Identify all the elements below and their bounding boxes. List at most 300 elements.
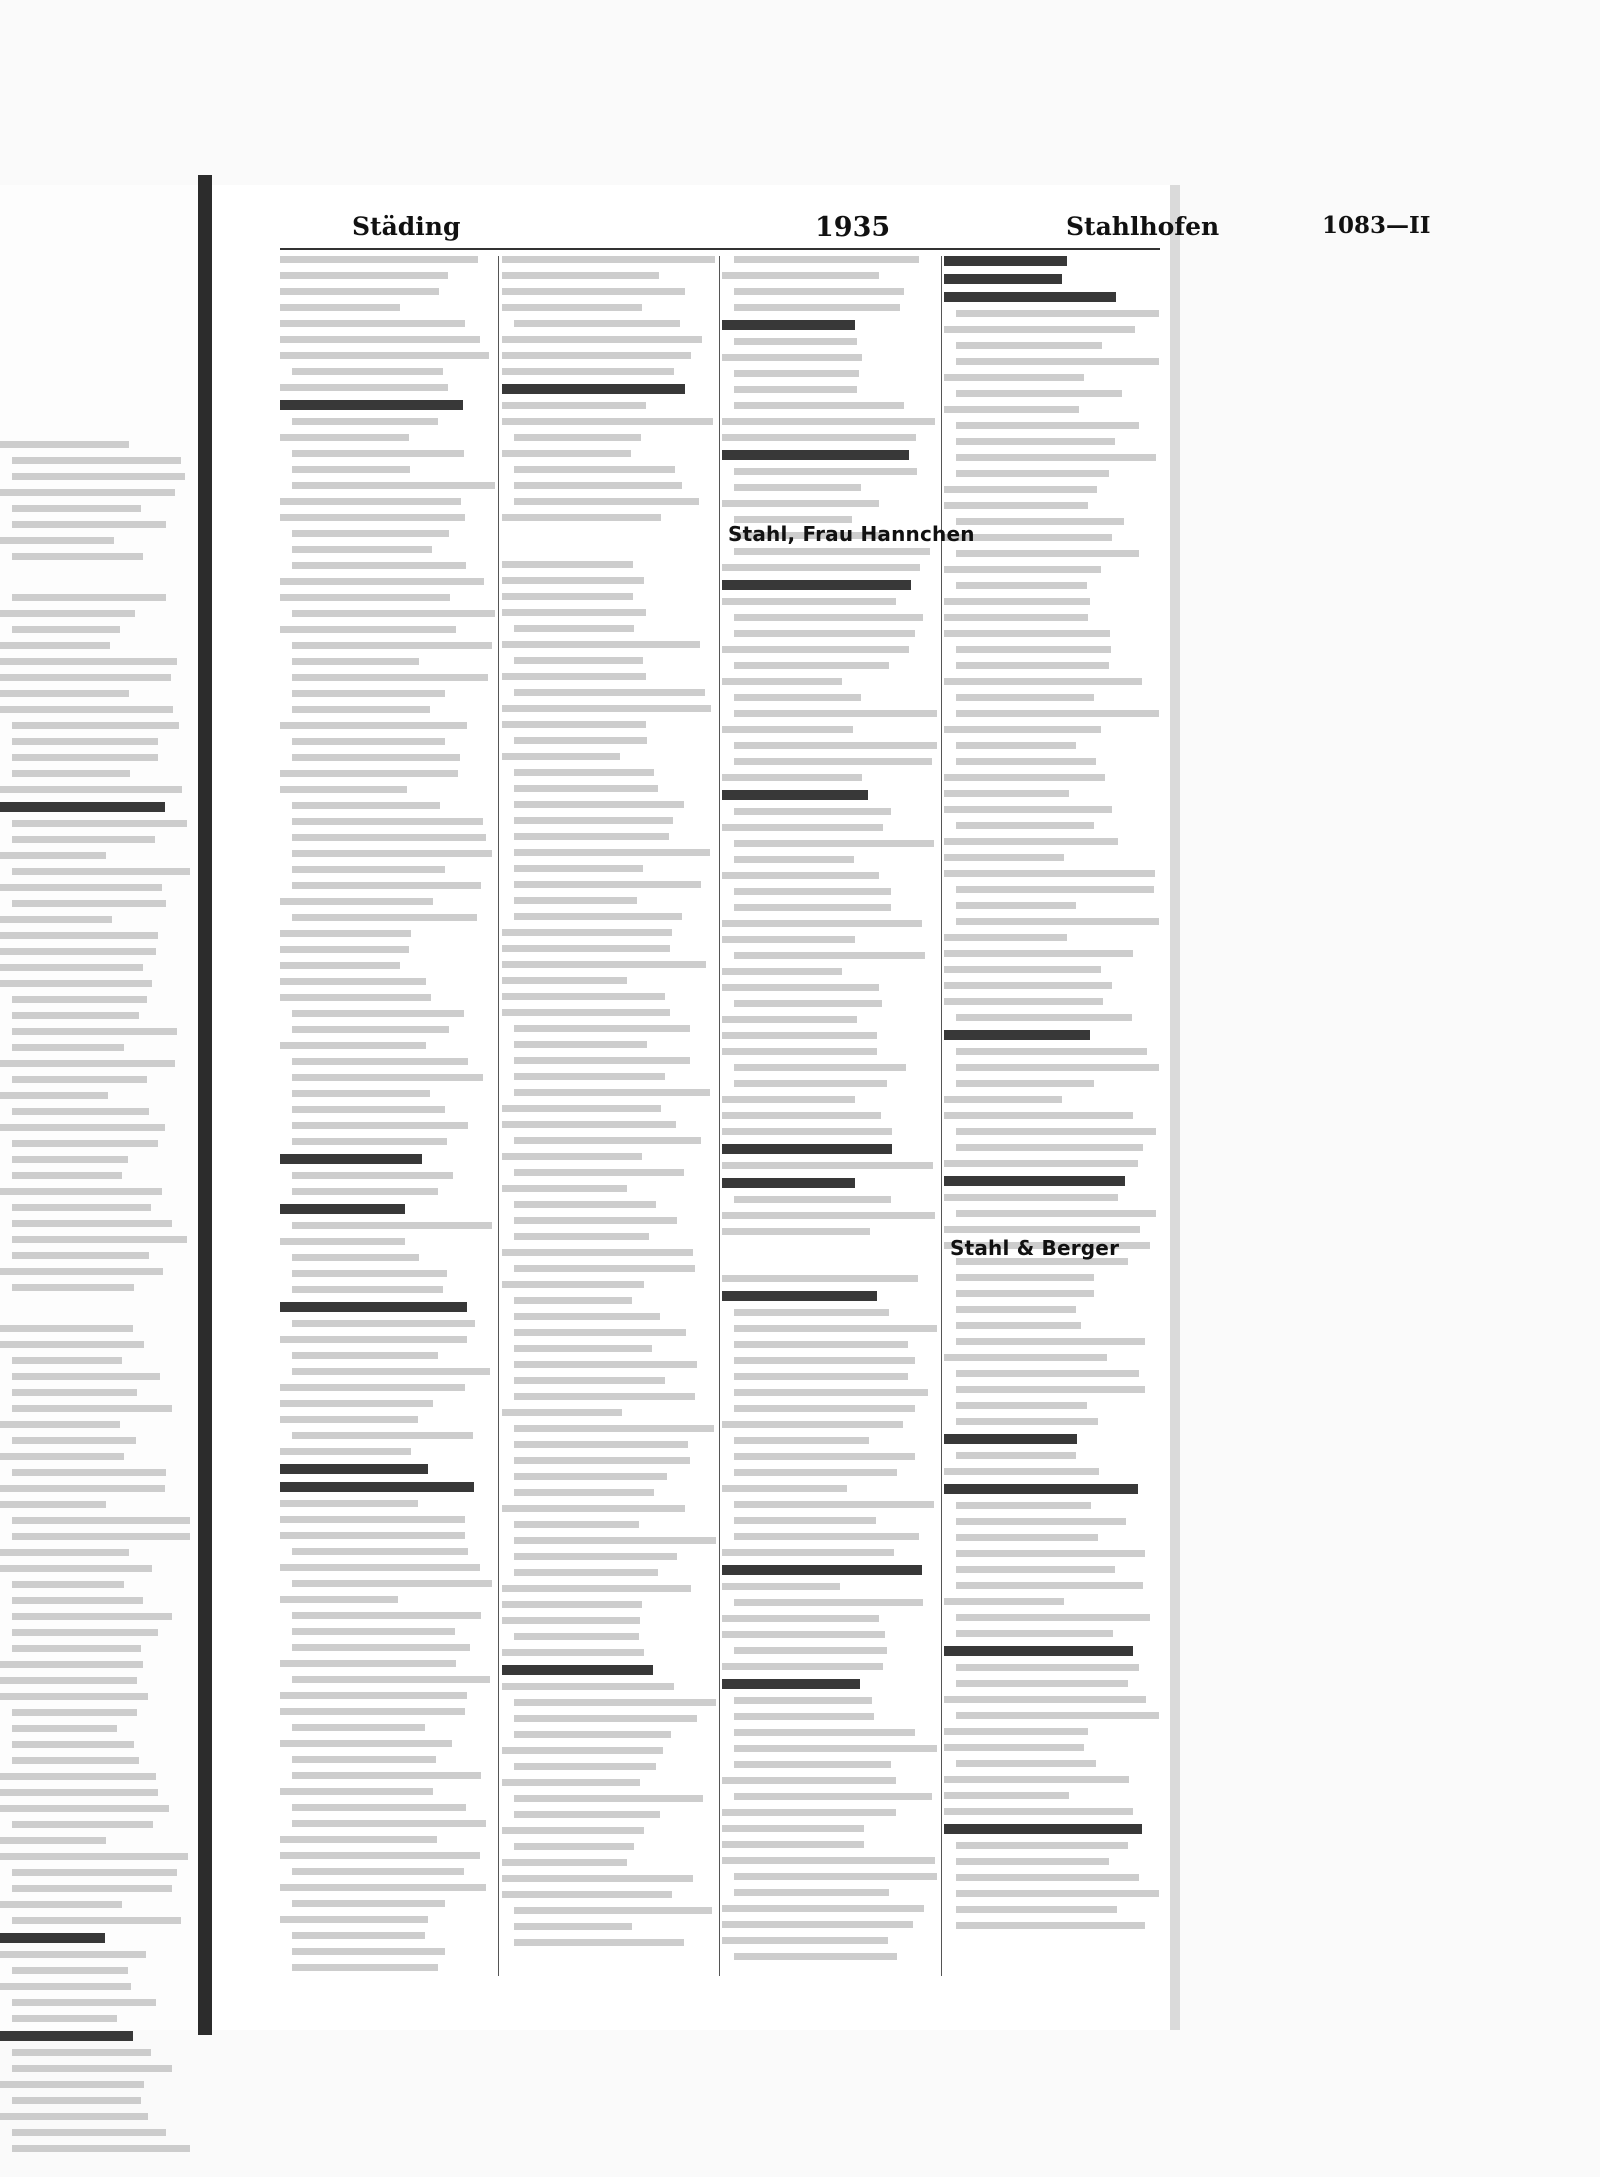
- illegible-text-line: [502, 288, 685, 295]
- illegible-text-line: [734, 614, 923, 621]
- illegible-text-line: [12, 1012, 139, 1019]
- illegible-text-line: [502, 418, 713, 425]
- illegible-text-line: [292, 546, 432, 553]
- illegible-text-line: [0, 964, 143, 971]
- illegible-text-line: [722, 272, 879, 279]
- illegible-text-line: [292, 466, 410, 473]
- illegible-text-line: [502, 561, 633, 568]
- illegible-text-line: [514, 881, 701, 888]
- illegible-text-line: [12, 1357, 122, 1364]
- illegible-text-line: [292, 1932, 425, 1939]
- illegible-text-line: [0, 948, 156, 955]
- illegible-text-line: [292, 1222, 492, 1229]
- illegible-text-line: [956, 422, 1139, 429]
- illegible-text-line: [514, 1569, 658, 1576]
- illegible-text-line: [12, 505, 141, 512]
- illegible-text-line: [944, 1792, 1069, 1799]
- illegible-text-line: [12, 1999, 156, 2006]
- illegible-text-line: [514, 1425, 714, 1432]
- column-rule: [498, 256, 499, 1976]
- illegible-text-line: [722, 1032, 877, 1039]
- illegible-text-line: [12, 1645, 141, 1652]
- illegible-text-line: [722, 1679, 860, 1689]
- header-rule: [280, 248, 1160, 250]
- illegible-text-line: [292, 834, 486, 841]
- column-rule: [719, 256, 720, 1976]
- illegible-text-line: [722, 1777, 896, 1784]
- illegible-text-line: [944, 1646, 1133, 1656]
- illegible-text-line: [514, 1939, 684, 1946]
- illegible-text-line: [0, 932, 158, 939]
- illegible-text-line: [956, 1906, 1117, 1913]
- illegible-text-line: [944, 1468, 1099, 1475]
- illegible-text-line: [944, 1160, 1138, 1167]
- illegible-text-line: [502, 977, 627, 984]
- illegible-text-line: [280, 352, 489, 359]
- illegible-text-line: [722, 500, 879, 507]
- illegible-text-line: [502, 753, 620, 760]
- illegible-text-line: [12, 1108, 149, 1115]
- illegible-text-line: [944, 726, 1101, 733]
- illegible-text-line: [514, 320, 680, 327]
- illegible-text-line: [12, 1629, 158, 1636]
- illegible-text-line: [292, 450, 464, 457]
- illegible-text-line: [12, 836, 155, 843]
- page-edge-shadow: [1170, 185, 1180, 2030]
- illegible-text-line: [734, 484, 861, 491]
- illegible-text-line: [12, 1821, 153, 1828]
- entry-heading-stahl-berger: Stahl & Berger: [950, 1236, 1120, 1260]
- illegible-text-line: [956, 1274, 1094, 1281]
- illegible-text-line: [514, 1521, 639, 1528]
- illegible-text-line: [722, 872, 879, 879]
- illegible-text-line: [956, 454, 1156, 461]
- illegible-text-line: [12, 900, 166, 907]
- illegible-text-line: [956, 1614, 1150, 1621]
- illegible-text-line: [734, 694, 861, 701]
- illegible-text-line: [12, 1373, 160, 1380]
- illegible-text-line: [514, 1843, 634, 1850]
- illegible-text-line: [280, 994, 431, 1001]
- illegible-text-line: [514, 1457, 690, 1464]
- illegible-text-line: [722, 320, 855, 330]
- illegible-text-line: [514, 689, 705, 696]
- illegible-text-line: [280, 1788, 433, 1795]
- page-number: 1083—II: [1322, 212, 1431, 239]
- illegible-text-line: [722, 1485, 847, 1492]
- illegible-text-line: [956, 1680, 1128, 1687]
- illegible-text-line: [514, 466, 675, 473]
- illegible-text-line: [502, 945, 670, 952]
- illegible-text-line: [280, 1660, 456, 1667]
- illegible-text-line: [956, 470, 1109, 477]
- illegible-text-line: [514, 1715, 697, 1722]
- illegible-text-line: [722, 774, 862, 781]
- illegible-text-line: [12, 457, 181, 464]
- illegible-text-line: [502, 272, 659, 279]
- illegible-text-line: [514, 1907, 712, 1914]
- illegible-text-line: [12, 626, 120, 633]
- illegible-text-line: [514, 1025, 690, 1032]
- illegible-text-line: [956, 662, 1109, 669]
- illegible-text-line: [956, 438, 1115, 445]
- illegible-text-line: [280, 400, 463, 410]
- illegible-text-line: [944, 774, 1105, 781]
- illegible-text-line: [292, 850, 492, 857]
- illegible-text-line: [0, 1805, 169, 1812]
- illegible-text-line: [944, 966, 1101, 973]
- illegible-text-line: [0, 690, 129, 697]
- illegible-text-line: [514, 625, 634, 632]
- illegible-text-line: [280, 978, 426, 985]
- illegible-text-line: [734, 548, 930, 555]
- illegible-text-line: [514, 1329, 686, 1336]
- illegible-text-line: [12, 1885, 172, 1892]
- illegible-text-line: [956, 742, 1076, 749]
- illegible-text-line: [944, 256, 1067, 266]
- illegible-text-line: [12, 1967, 128, 1974]
- illegible-text-line: [956, 1858, 1109, 1865]
- illegible-text-line: [956, 1664, 1139, 1671]
- illegible-text-line: [734, 1469, 897, 1476]
- illegible-text-line: [956, 1630, 1113, 1637]
- illegible-text-line: [956, 1338, 1145, 1345]
- illegible-text-line: [280, 930, 411, 937]
- illegible-text-line: [12, 2065, 172, 2072]
- illegible-text-line: [502, 384, 685, 394]
- illegible-text-line: [722, 1841, 864, 1848]
- illegible-text-line: [722, 1291, 877, 1301]
- illegible-text-line: [0, 916, 112, 923]
- illegible-text-line: [280, 1482, 474, 1492]
- illegible-text-line: [0, 1501, 106, 1508]
- illegible-text-line: [0, 786, 182, 793]
- illegible-text-line: [0, 1901, 122, 1908]
- illegible-text-line: [734, 856, 854, 863]
- illegible-text-line: [12, 2015, 117, 2022]
- illegible-text-line: [734, 1761, 891, 1768]
- illegible-text-line: [514, 817, 673, 824]
- illegible-text-line: [292, 1948, 445, 1955]
- illegible-text-line: [734, 888, 891, 895]
- illegible-text-line: [944, 614, 1088, 621]
- illegible-text-line: [280, 288, 439, 295]
- illegible-text-line: [944, 1112, 1133, 1119]
- illegible-text-line: [292, 418, 438, 425]
- illegible-text-line: [0, 802, 165, 812]
- illegible-text-line: [956, 886, 1154, 893]
- illegible-text-line: [502, 1827, 644, 1834]
- illegible-text-line: [956, 1386, 1145, 1393]
- illegible-text-line: [292, 1628, 455, 1635]
- illegible-text-line: [734, 1080, 887, 1087]
- illegible-text-line: [280, 594, 450, 601]
- illegible-text-line: [514, 1763, 656, 1770]
- illegible-text-line: [956, 1452, 1076, 1459]
- illegible-text-line: [734, 1533, 919, 1540]
- illegible-text-line: [956, 1518, 1126, 1525]
- illegible-text-line: [12, 1533, 190, 1540]
- running-head-year: 1935: [815, 212, 891, 243]
- illegible-text-line: [502, 1859, 627, 1866]
- illegible-text-line: [734, 710, 937, 717]
- illegible-text-line: [292, 1320, 475, 1327]
- illegible-text-line: [944, 374, 1084, 381]
- illegible-text-line: [292, 1270, 447, 1277]
- illegible-text-line: [944, 274, 1062, 284]
- illegible-text-line: [292, 658, 419, 665]
- illegible-text-line: [502, 1875, 693, 1882]
- illegible-text-line: [734, 952, 925, 959]
- illegible-text-line: [514, 801, 684, 808]
- illegible-text-line: [514, 1345, 652, 1352]
- illegible-text-line: [12, 1172, 122, 1179]
- previous-page-fragment: [0, 185, 198, 2030]
- illegible-text-line: [502, 609, 646, 616]
- illegible-text-line: [956, 1064, 1159, 1071]
- illegible-text-line: [944, 486, 1097, 493]
- illegible-text-line: [734, 304, 900, 311]
- illegible-text-line: [944, 1194, 1118, 1201]
- illegible-text-line: [12, 738, 158, 745]
- illegible-text-line: [280, 1532, 465, 1539]
- illegible-text-line: [514, 434, 641, 441]
- illegible-text-line: [734, 370, 859, 377]
- illegible-text-line: [514, 1089, 710, 1096]
- illegible-text-line: [12, 1140, 158, 1147]
- illegible-text-line: [0, 674, 171, 681]
- illegible-text-line: [12, 1156, 128, 1163]
- illegible-text-line: [280, 1154, 422, 1164]
- illegible-text-line: [292, 1352, 438, 1359]
- illegible-text-line: [292, 1010, 464, 1017]
- illegible-text-line: [502, 1665, 653, 1675]
- illegible-text-line: [514, 1297, 632, 1304]
- illegible-text-line: [944, 950, 1133, 957]
- illegible-text-line: [12, 1076, 147, 1083]
- illegible-text-line: [722, 1663, 883, 1670]
- illegible-text-line: [944, 1808, 1133, 1815]
- illegible-text-line: [734, 840, 934, 847]
- illegible-text-line: [292, 1756, 436, 1763]
- illegible-text-line: [292, 866, 445, 873]
- illegible-text-line: [292, 1138, 447, 1145]
- illegible-text-line: [12, 2145, 190, 2152]
- illegible-text-line: [944, 406, 1079, 413]
- illegible-text-line: [0, 1268, 163, 1275]
- illegible-text-line: [280, 256, 478, 263]
- illegible-text-line: [12, 521, 166, 528]
- illegible-text-line: [956, 518, 1124, 525]
- illegible-text-line: [292, 1188, 438, 1195]
- illegible-text-line: [944, 1226, 1140, 1233]
- illegible-text-line: [502, 1249, 693, 1256]
- illegible-text-line: [12, 1869, 177, 1876]
- illegible-text-line: [722, 1615, 879, 1622]
- illegible-text-line: [12, 2129, 166, 2136]
- illegible-text-line: [956, 1842, 1128, 1849]
- illegible-text-line: [944, 998, 1103, 1005]
- illegible-text-line: [0, 1773, 156, 1780]
- illegible-text-line: [514, 849, 710, 856]
- illegible-text-line: [0, 1837, 106, 1844]
- illegible-text-line: [12, 1028, 177, 1035]
- illegible-text-line: [12, 1252, 149, 1259]
- illegible-text-line: [280, 1916, 428, 1923]
- illegible-text-line: [722, 598, 896, 605]
- illegible-text-line: [722, 1825, 864, 1832]
- illegible-text-line: [0, 1341, 144, 1348]
- illegible-text-line: [292, 1820, 486, 1827]
- illegible-text-line: [502, 336, 702, 343]
- illegible-text-line: [280, 626, 456, 633]
- illegible-text-line: [722, 1857, 935, 1864]
- illegible-text-line: [514, 785, 658, 792]
- illegible-text-line: [734, 630, 915, 637]
- illegible-text-line: [956, 1370, 1139, 1377]
- illegible-text-line: [944, 854, 1064, 861]
- illegible-text-line: [514, 1169, 684, 1176]
- illegible-text-line: [502, 1747, 663, 1754]
- illegible-text-line: [292, 1122, 468, 1129]
- illegible-text-line: [502, 1105, 661, 1112]
- illegible-text-line: [956, 694, 1094, 701]
- illegible-text-line: [0, 1453, 124, 1460]
- illegible-text-line: [280, 1336, 467, 1343]
- illegible-text-line: [502, 1649, 644, 1656]
- illegible-text-line: [502, 577, 644, 584]
- illegible-text-line: [722, 824, 883, 831]
- illegible-text-line: [734, 1517, 876, 1524]
- illegible-text-line: [734, 338, 857, 345]
- illegible-text-line: [502, 1409, 622, 1416]
- illegible-text-line: [944, 870, 1155, 877]
- illegible-text-line: [956, 582, 1087, 589]
- illegible-text-line: [12, 473, 185, 480]
- illegible-text-line: [12, 1389, 137, 1396]
- illegible-text-line: [734, 1405, 915, 1412]
- illegible-text-line: [944, 678, 1142, 685]
- illegible-text-line: [956, 1418, 1098, 1425]
- illegible-text-line: [514, 769, 654, 776]
- illegible-text-line: [734, 1953, 897, 1960]
- illegible-text-line: [722, 1549, 894, 1556]
- illegible-text-line: [722, 1144, 892, 1154]
- illegible-text-line: [280, 786, 407, 793]
- illegible-text-line: [514, 897, 637, 904]
- illegible-text-line: [956, 1550, 1145, 1557]
- illegible-text-line: [292, 530, 449, 537]
- illegible-text-line: [944, 1776, 1129, 1783]
- illegible-text-line: [944, 598, 1090, 605]
- illegible-text-line: [280, 498, 461, 505]
- illegible-text-line: [514, 1441, 688, 1448]
- illegible-text-line: [280, 514, 465, 521]
- illegible-text-line: [0, 706, 173, 713]
- illegible-text-line: [734, 1501, 934, 1508]
- illegible-text-line: [502, 402, 646, 409]
- illegible-text-line: [734, 1713, 874, 1720]
- illegible-text-line: [956, 822, 1094, 829]
- illegible-text-line: [956, 710, 1159, 717]
- illegible-text-line: [514, 1699, 716, 1706]
- illegible-text-line: [292, 1254, 419, 1261]
- previous-page-column: [0, 441, 190, 2161]
- illegible-text-line: [280, 722, 467, 729]
- illegible-text-line: [956, 342, 1102, 349]
- illegible-text-line: [734, 1793, 932, 1800]
- illegible-text-line: [0, 2031, 133, 2041]
- illegible-text-line: [0, 1933, 105, 1943]
- illegible-text-line: [722, 968, 842, 975]
- illegible-text-line: [12, 553, 143, 560]
- illegible-text-line: [734, 1729, 915, 1736]
- illegible-text-line: [0, 1789, 158, 1796]
- illegible-text-line: [12, 868, 190, 875]
- illegible-text-line: [12, 2049, 151, 2056]
- illegible-text-line: [722, 1128, 892, 1135]
- illegible-text-line: [502, 1683, 674, 1690]
- illegible-text-line: [514, 913, 682, 920]
- illegible-text-line: [292, 1172, 453, 1179]
- illegible-text-line: [956, 758, 1096, 765]
- illegible-text-line: [722, 726, 853, 733]
- illegible-text-line: [502, 929, 672, 936]
- illegible-text-line: [722, 418, 935, 425]
- illegible-text-line: [956, 1306, 1076, 1313]
- illegible-text-line: [944, 1824, 1142, 1834]
- illegible-text-line: [514, 657, 643, 664]
- illegible-text-line: [944, 1096, 1062, 1103]
- illegible-text-line: [956, 1534, 1098, 1541]
- illegible-text-line: [722, 1212, 935, 1219]
- illegible-text-line: [514, 1313, 660, 1320]
- illegible-text-line: [722, 434, 916, 441]
- illegible-text-line: [0, 1565, 152, 1572]
- illegible-text-line: [722, 1583, 840, 1590]
- illegible-text-line: [956, 1210, 1156, 1217]
- directory-column-4: [944, 256, 1159, 1976]
- directory-column-2: [502, 256, 717, 1976]
- illegible-text-line: [956, 1128, 1156, 1135]
- illegible-text-line: [12, 1597, 143, 1604]
- illegible-text-line: [0, 1485, 165, 1492]
- illegible-text-line: [514, 1633, 639, 1640]
- illegible-text-line: [944, 806, 1112, 813]
- illegible-text-line: [280, 320, 465, 327]
- illegible-text-line: [734, 1599, 923, 1606]
- illegible-text-line: [502, 1281, 644, 1288]
- illegible-text-line: [956, 1402, 1087, 1409]
- illegible-text-line: [292, 914, 477, 921]
- illegible-text-line: [280, 1564, 480, 1571]
- illegible-text-line: [292, 482, 495, 489]
- illegible-text-line: [280, 1836, 437, 1843]
- illegible-text-line: [944, 630, 1110, 637]
- illegible-text-line: [292, 642, 492, 649]
- illegible-text-line: [944, 1176, 1125, 1186]
- directory-column-3: [722, 256, 937, 1976]
- illegible-text-line: [514, 1361, 697, 1368]
- illegible-text-line: [734, 1196, 891, 1203]
- illegible-text-line: [734, 1745, 937, 1752]
- illegible-text-line: [514, 1073, 665, 1080]
- illegible-text-line: [734, 1341, 908, 1348]
- illegible-text-line: [292, 1868, 464, 1875]
- illegible-text-line: [956, 1290, 1094, 1297]
- illegible-text-line: [280, 1464, 428, 1474]
- illegible-text-line: [502, 1601, 642, 1608]
